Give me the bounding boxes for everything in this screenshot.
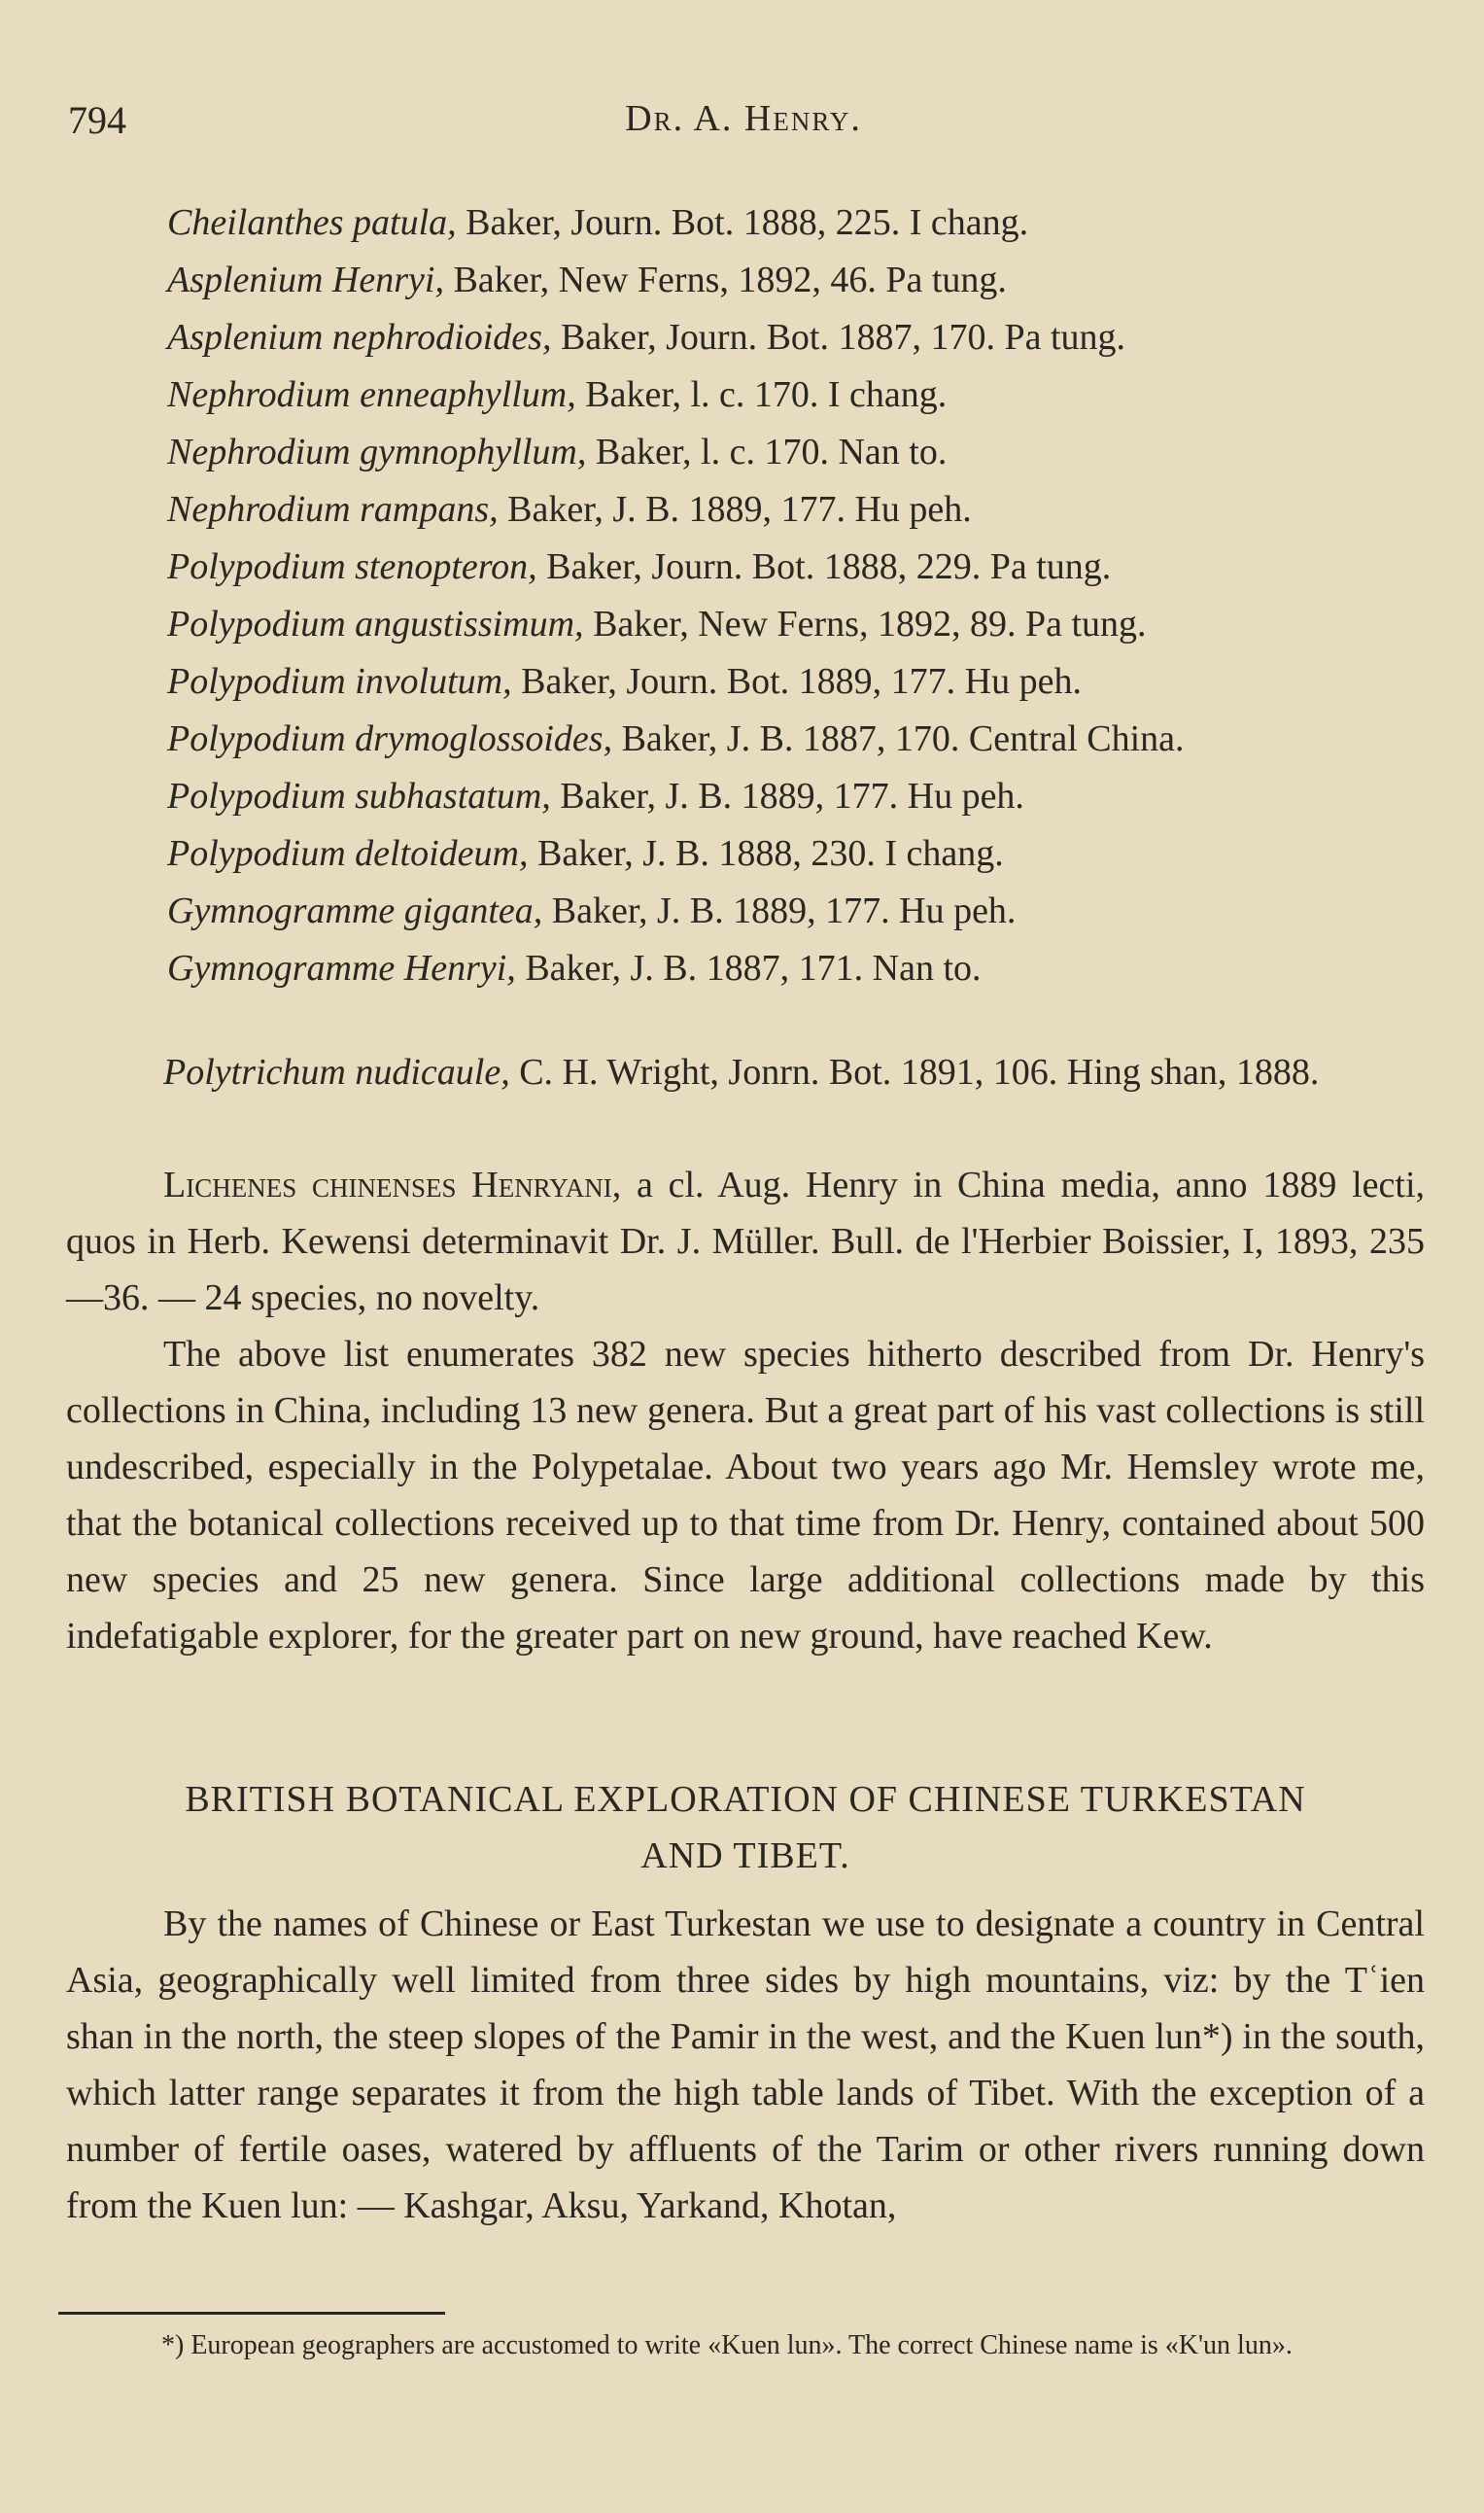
turkestan-paragraph: By the names of Chinese or East Turkestan we use to designate a country in Central Asia, geographically well limited from three sides by high mountains, viz: by the Tʿien shan in the north, the steep slopes of the Pamir in the west, and the Kuen lun*) in the south, which latter range separates it from the high table lands of Tibet. With the exception of a number of fertile oases, watered by affluents of the Tarim or other rivers running down from the Kuen lun: — Kashgar, Aksu, Yarkand, Khotan, bbox=[66, 1903, 1425, 2226]
list-item bbox=[167, 768, 1431, 825]
citation: C. H. Wright, Jonrn. Bot. 1891, 106. Hing shan, 1888. bbox=[509, 1052, 1320, 1093]
list-item bbox=[167, 940, 1431, 997]
list-item bbox=[167, 596, 1431, 653]
citation: Baker, l. c. 170. Nan to. bbox=[586, 432, 948, 472]
species-name: Polypodium drymoglossoides, bbox=[167, 718, 613, 759]
list-item bbox=[167, 539, 1431, 596]
polytrichum-entry bbox=[66, 1044, 1425, 1100]
list-item bbox=[167, 711, 1431, 768]
list-item bbox=[167, 309, 1431, 366]
lichenes-text: a cl. Aug. Henry in China media, anno 1889 lecti, quos in Herb. Kewensi determinavit Dr. J. Müller. Bull. de l'Herbier Boissier, I, 1893, 235—36. — 24 species, no novelty. bbox=[66, 1165, 1425, 1318]
species-name: Polypodium stenopteron, bbox=[167, 546, 537, 587]
citation: Baker, New Ferns, 1892, 89. Pa tung. bbox=[583, 604, 1147, 645]
species-name: Nephrodium gymnophyllum, bbox=[167, 432, 587, 472]
species-name: Polypodium angustissimum, bbox=[167, 604, 584, 645]
species-name: Polytrichum nudicaule, bbox=[163, 1052, 510, 1093]
citation: Baker, J. B. 1888, 230. I chang. bbox=[528, 833, 1004, 874]
list-item bbox=[167, 825, 1431, 883]
species-name: Gymnogramme gigantea, bbox=[167, 890, 543, 931]
species-name: Nephrodium enneaphyllum, bbox=[167, 374, 576, 415]
species-name: Nephrodium rampans, bbox=[167, 489, 499, 530]
page-number: 794 bbox=[68, 98, 126, 142]
citation: Baker, Journ. Bot. 1889, 177. Hu peh. bbox=[511, 661, 1082, 702]
species-name: Gymnogramme Henryi, bbox=[167, 948, 516, 989]
running-title: Dr. A. Henry. bbox=[625, 98, 862, 139]
citation: Baker, J. B. 1887, 171. Nan to. bbox=[515, 948, 982, 989]
lichenes-paragraph bbox=[66, 1157, 1425, 1326]
lichenes-lead: Lichenes chinenses Henryani, bbox=[163, 1165, 622, 1205]
citation: Baker, J. B. 1887, 170. Central China. bbox=[612, 718, 1185, 759]
list-item bbox=[167, 653, 1431, 711]
species-name: Polypodium involutum, bbox=[167, 661, 512, 702]
list-item bbox=[167, 194, 1431, 252]
fern-species-list bbox=[167, 194, 1431, 997]
species-name: Asplenium nephrodioides, bbox=[167, 317, 552, 358]
species-name: Asplenium Henryi, bbox=[167, 260, 444, 300]
section-heading-line-2: AND TIBET. bbox=[640, 1835, 850, 1876]
species-name: Cheilanthes patula, bbox=[167, 202, 457, 243]
summary-paragraph: The above list enumerates 382 new species hitherto described from Dr. Henry's collections in China, including 13 new genera. But a great part of his vast collections is still undescribed, especially in the Polypetalae. About two years ago Mr. Hemsley wrote me, that the botanical collections received up to that time from Dr. Henry, contained about 500 new species and 25 new genera. Since large additional collections made by this indefatigable explorer, for the greater part on new ground, have reached Kew. bbox=[66, 1334, 1425, 1657]
list-item bbox=[167, 252, 1431, 309]
citation: Baker, Journ. Bot. 1887, 170. Pa tung. bbox=[551, 317, 1126, 358]
section-heading bbox=[66, 1771, 1425, 1884]
list-item bbox=[167, 366, 1431, 424]
citation: Baker, l. c. 170. I chang. bbox=[575, 374, 948, 415]
list-item bbox=[167, 481, 1431, 539]
citation: Baker, J. B. 1889, 177. Hu peh. bbox=[550, 776, 1024, 817]
footnote-divider bbox=[58, 2312, 445, 2315]
section-heading-line-1: BRITISH BOTANICAL EXPLORATION OF CHINESE TURKESTAN bbox=[185, 1779, 1306, 1820]
species-name: Polypodium subhastatum, bbox=[167, 776, 551, 817]
citation: Baker, Journ. Bot. 1888, 229. Pa tung. bbox=[536, 546, 1112, 587]
citation: Baker, Journ. Bot. 1888, 225. I chang. bbox=[456, 202, 1029, 243]
species-name: Polypodium deltoideum, bbox=[167, 833, 529, 874]
citation: Baker, J. B. 1889, 177. Hu peh. bbox=[498, 489, 972, 530]
running-head bbox=[68, 97, 1419, 156]
list-item bbox=[167, 424, 1431, 481]
list-item bbox=[167, 883, 1431, 940]
footnote: *) European geographers are accustomed to write «Kuen lun». The correct Chinese name is «K'un lun». bbox=[161, 2330, 1293, 2360]
citation: Baker, New Ferns, 1892, 46. Pa tung. bbox=[443, 260, 1007, 300]
citation: Baker, J. B. 1889, 177. Hu peh. bbox=[542, 890, 1017, 931]
